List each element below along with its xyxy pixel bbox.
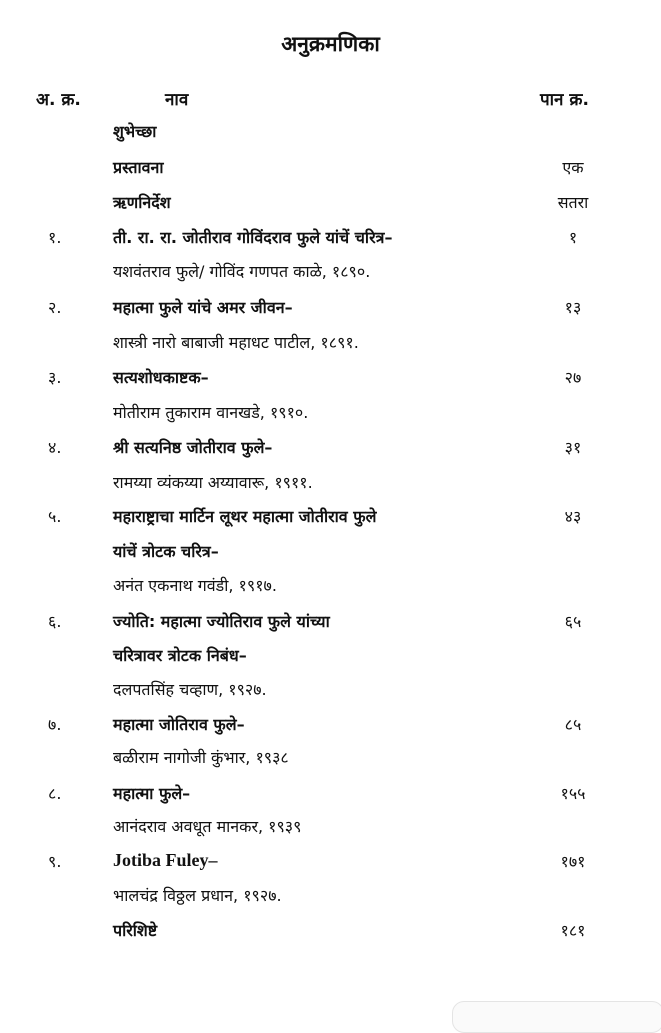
toc-entry (0, 226, 661, 254)
toc-entry-author (0, 678, 661, 706)
entry-page: ६५ (564, 612, 582, 631)
entry-page: १३ (564, 298, 582, 317)
toc-entry-title-cont (0, 540, 661, 568)
entry-author: मोतीराम तुकाराम वानखडे, १९१०. (113, 403, 309, 422)
toc-entry (0, 505, 661, 533)
entry-author: दलपतसिंह चव्हाण, १९२७. (113, 680, 267, 699)
toc-entry-author (0, 574, 661, 602)
entry-number: ३. (48, 368, 62, 387)
toc-entry (0, 120, 661, 148)
toc-entry (0, 713, 661, 741)
entry-page: ४३ (564, 507, 582, 526)
entry-number: ७. (48, 715, 62, 734)
entry-number: १. (48, 228, 62, 247)
toc-entry (0, 610, 661, 638)
entry-page: १७१ (560, 852, 586, 871)
entry-title: श्री सत्यनिष्ठ जोतीराव फुले– (113, 438, 273, 457)
entry-title: ज्योति: महात्मा ज्योतिराव फुले यांच्या (113, 612, 330, 631)
toc-entry (0, 366, 661, 394)
entry-number: ४. (48, 438, 62, 457)
toc-entry (0, 919, 661, 947)
entry-number: २. (48, 298, 62, 317)
toc-entry-author (0, 746, 661, 774)
entry-number: ८. (48, 784, 62, 803)
entry-page: ८५ (564, 715, 582, 734)
entry-title: परिशिष्टे (113, 921, 158, 940)
page-title: अनुक्रमणिका (281, 32, 380, 56)
entry-title: सत्यशोधकाष्टक– (113, 368, 209, 387)
entry-author: अनंत एकनाथ गवंडी, १९१७. (113, 576, 277, 595)
entry-title: महाराष्ट्राचा मार्टिन लूथर महात्मा जोतीराव फुले (113, 507, 377, 526)
header-serial-number: अ. क्र. (36, 90, 81, 110)
toc-entry-author (0, 471, 661, 499)
entry-author: भालचंद्र विठ्ठल प्रधान, १९२७. (113, 886, 282, 905)
entry-title: ती. रा. रा. जोतीराव गोविंदराव फुले यांचें चरित्र– (113, 228, 393, 247)
toc-entry (0, 782, 661, 810)
entry-title: महात्मा फुले– (113, 784, 191, 803)
bottom-overlay-edge (452, 1001, 661, 1033)
entry-page: ३१ (564, 438, 582, 457)
entry-title: महात्मा फुले यांचे अमर जीवन– (113, 298, 293, 317)
toc-entry (0, 850, 661, 878)
toc-entry-author (0, 260, 661, 288)
header-page-number: पान क्र. (540, 90, 589, 110)
entry-author: आनंदराव अवधूत मानकर, १९३९ (113, 817, 302, 836)
toc-entry (0, 191, 661, 219)
entry-page: १५५ (560, 784, 586, 803)
toc-entry-author (0, 401, 661, 429)
toc-entry (0, 156, 661, 184)
entry-page: सतरा (557, 193, 589, 212)
toc-entry-title-cont (0, 644, 661, 672)
entry-title: प्रस्तावना (113, 158, 164, 177)
entry-title: Jotiba Fuley– (113, 850, 218, 870)
entry-title-continued: यांचें त्रोटक चरित्र– (113, 542, 219, 561)
entry-page: एक (562, 158, 584, 177)
toc-entry-author (0, 815, 661, 843)
header-name: नाव (165, 90, 189, 110)
entry-page: २७ (564, 368, 582, 387)
toc-entry (0, 296, 661, 324)
entry-author: शास्त्री नारो बाबाजी महाधट पाटील, १८९१. (113, 333, 359, 352)
entry-number: ६. (48, 612, 62, 631)
entry-title: शुभेच्छा (113, 122, 157, 141)
toc-entry (0, 436, 661, 464)
entry-title: ऋणनिर्देश (113, 193, 171, 212)
entry-title: महात्मा जोतिराव फुले– (113, 715, 245, 734)
entry-title-continued: चरित्रावर त्रोटक निबंध– (113, 646, 247, 665)
entry-page: १ (568, 228, 578, 247)
toc-entry-author (0, 884, 661, 912)
entry-number: ५. (48, 507, 62, 526)
toc-entry-author (0, 331, 661, 359)
entry-author: बळीराम नागोजी कुंभार, १९३८ (113, 748, 289, 767)
entry-page: १८१ (560, 921, 586, 940)
entry-author: यशवंतराव फुले/ गोविंद गणपत काळे, १८९०. (113, 262, 371, 281)
entry-number: ९. (48, 852, 62, 871)
entry-author: रामय्या व्यंकय्या अय्यावारू, १९११. (113, 473, 313, 492)
